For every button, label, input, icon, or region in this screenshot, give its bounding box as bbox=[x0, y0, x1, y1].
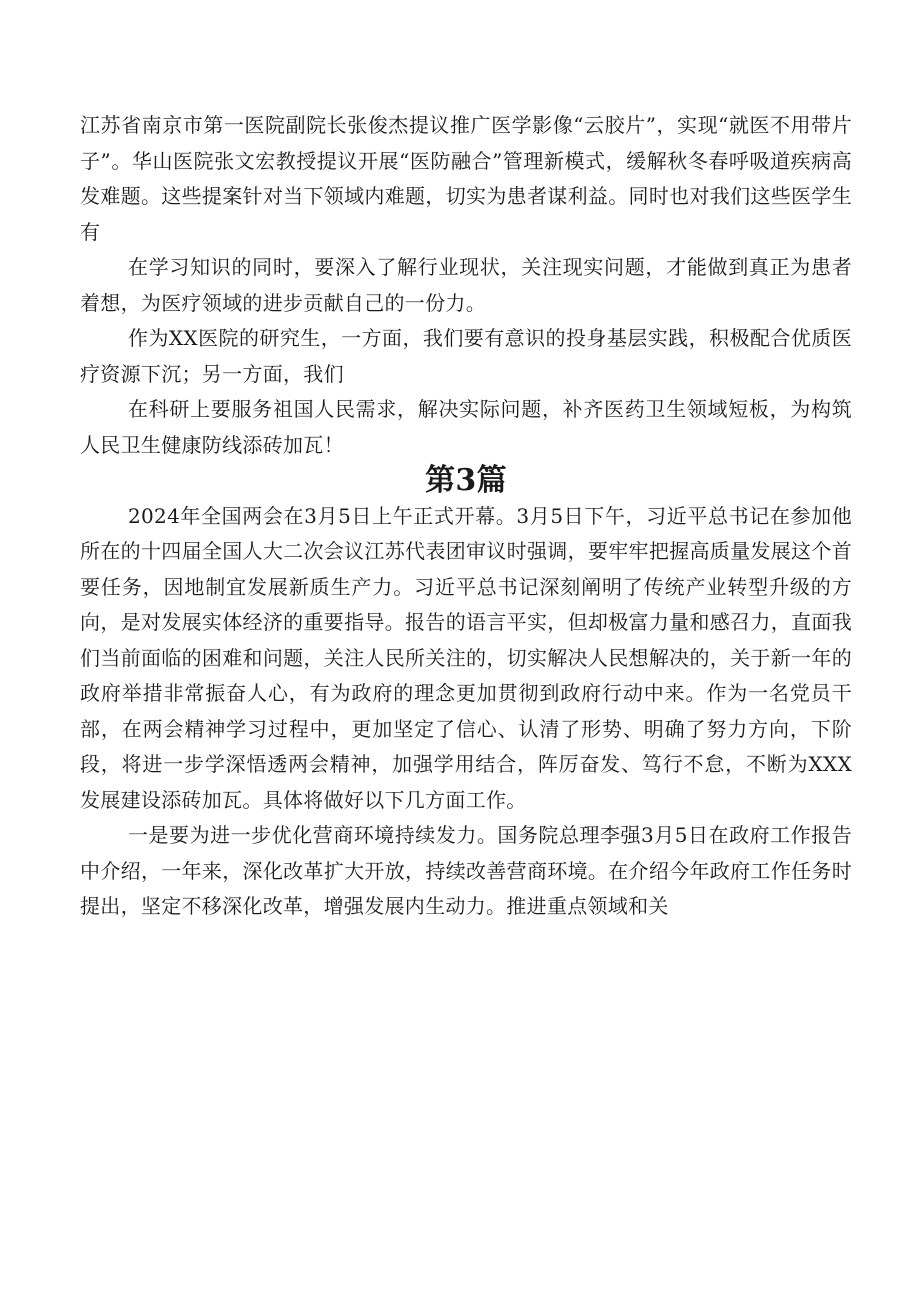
paragraph-business-environment: 一是要为进一步优化营商环境持续发力。国务院总理李强3月5日在政府工作报告中介绍，一年来，深化改革扩大开放，持续改善营商环境。在介绍今年政府工作任务时提出，坚定不移深化改革，增强发展内生动力。推进重点领域和关 bbox=[80, 823, 852, 918]
document-page bbox=[80, 108, 852, 925]
paragraph-graduate-student: 作为XX医院的研究生，一方面，我们要有意识的投身基层实践，积极配合优质医疗资源下沉；另一方面，我们 bbox=[80, 326, 852, 386]
paragraph-two-sessions: 2024年全国两会在3月5日上午正式开幕。3月5日下午，习近平总书记在参加他所在的十四届全国人大二次会议江苏代表团审议时强调，要牢牢把握高质量发展这个首要任务，因地制宜发展新质生产力。习近平总书记深刻阐明了传统产业转型升级的方向，是对发展实体经济的重要指导。报告的语言平实，但却极富力量和感召力，直面我们当前面临的困难和问题，关注人民所关注的，切实解决人民想解决的，关于新一年的政府举措非常振奋人心，有为政府的理念更加贯彻到政府行动中来。作为一名党员干部，在两会精神学习过程中，更加坚定了信心、认清了形势、明确了努力方向，下阶段，将进一步学深悟透两会精神，加强学用结合，阵厉奋发、笃行不怠，不断为XXX发展建设添砖加瓦。具体将做好以下几方面工作。 bbox=[80, 503, 852, 812]
paragraph-learning-knowledge: 在学习知识的同时，要深入了解行业现状，关注现实问题，才能做到真正为患者着想，为医疗领域的进步贡献自己的一份力。 bbox=[80, 255, 852, 315]
paragraph-scientific-research: 在科研上要服务祖国人民需求，解决实际问题，补齐医药卫生领域短板，为构筑人民卫生健康防线添砖加瓦！ bbox=[80, 397, 852, 457]
section-heading: 第3篇 bbox=[425, 463, 507, 498]
paragraph-zhang-junjie-proposal: 江苏省南京市第一医院副院长张俊杰提议推广医学影像“云胶片”，实现“就医不用带片子”。华山医院张文宏教授提议开展“医防融合”管理新模式，缓解秋冬春呼吸道疾病高发难题。这些提案针对当下领域内难题，切实为患者谋利益。同时也对我们这些医学生有 bbox=[80, 113, 852, 244]
